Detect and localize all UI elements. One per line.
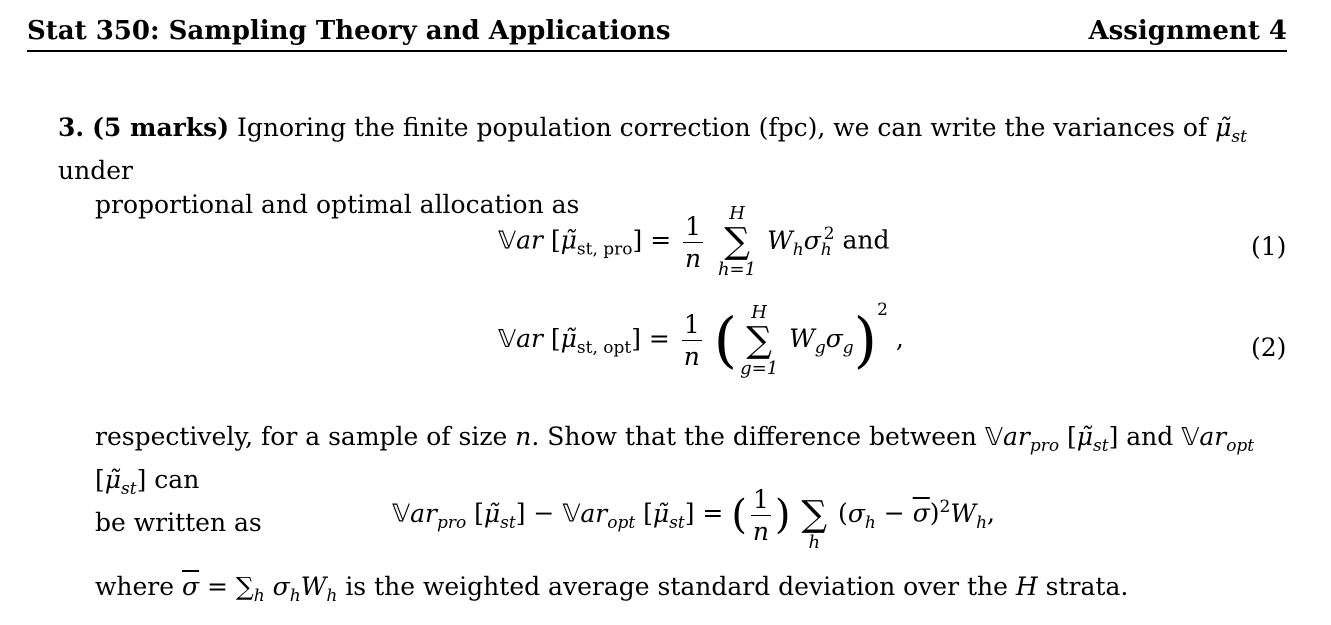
where-text-c: strata. bbox=[1045, 572, 1129, 601]
equation-2: 𝕍ar $[\mũ_{st, opt}]$ = $\frac{1}{n}$ ( H ∑ g=1 $W_g\sigma_g)^2$ , bbox=[498, 300, 904, 379]
question-marks: (5 marks) bbox=[92, 113, 230, 142]
body-text-c: and bbox=[1126, 422, 1174, 451]
equation-1: 𝕍ar $[\mũ_{st, pro}]$ = $\frac{1}{n}$ H ∑ h=1 $W_h\sigma_h^2$ and bbox=[498, 203, 890, 280]
assignment-label: Assignment 4 bbox=[1088, 16, 1287, 46]
where-paragraph: where $\overline{\sigma} = \sum_h$ $\sigma_hW_h$ is the weighted average standard deviation over the H strata. bbox=[95, 572, 1129, 606]
intro-line-2: proportional and optimal allocation as bbox=[95, 190, 580, 219]
where-text-b: is the weighted average standard deviation over the bbox=[345, 572, 1008, 601]
question-number: 3. bbox=[58, 113, 85, 142]
body-text-d: can bbox=[154, 465, 200, 494]
equation-3: 𝕍ar$_{pro}$ $[\mũ_{st}]$ − 𝕍ar$_{opt}$ $[\mũ_{st}]$ = ( $\frac{1}{n}$ ) ∑ h $(\sigma_h - \overline{\sigma})^2W_h$, bbox=[392, 484, 995, 553]
body-text-a: respectively, for a sample of size bbox=[95, 422, 508, 451]
body-text-e: be written as bbox=[95, 508, 262, 537]
intro-line-1-end: under bbox=[58, 156, 133, 185]
equation-1-number: (1) bbox=[1251, 232, 1287, 261]
course-title: Stat 350: Sampling Theory and Applications bbox=[27, 16, 671, 46]
intro-line-1: Ignoring the finite population correction (fpc), we can write the variances of bbox=[237, 113, 1208, 142]
equation-2-number: (2) bbox=[1251, 333, 1287, 362]
page-header bbox=[27, 12, 1287, 52]
body-paragraph: respectively, for a sample of size n. Show that the difference between 𝕍ar$_{pro}$ $[\mũ_{st}]$ and 𝕍ar$_{opt}$ $[\mũ_{st}]$ can be written as bbox=[95, 422, 1255, 537]
eq1-and: and bbox=[842, 225, 890, 255]
mu-st-symbol: $\mũ_{st}$ bbox=[1215, 113, 1247, 147]
body-text-b: . Show that the difference between bbox=[531, 422, 977, 451]
where-text-a: where bbox=[95, 572, 175, 601]
